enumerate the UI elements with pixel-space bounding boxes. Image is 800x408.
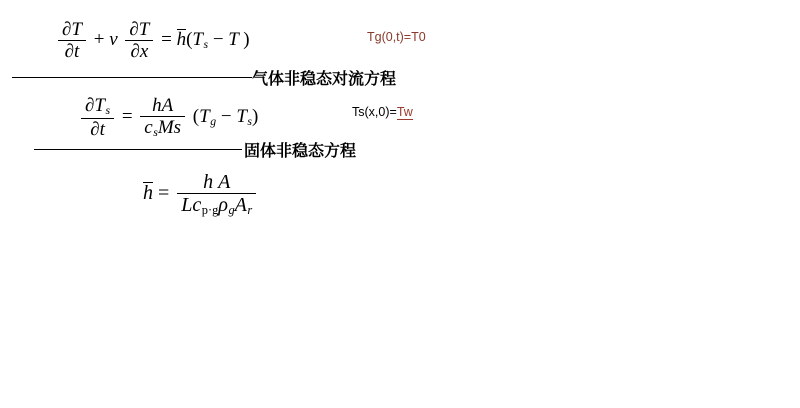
initial-condition-value: Tw: [396, 105, 413, 119]
partial-T-text: ∂T: [85, 95, 105, 116]
initial-condition-label: [352, 105, 413, 119]
Ts-subscript: s: [247, 115, 252, 129]
c-letter: c: [192, 194, 202, 216]
denominator-partial-x: ∂x: [130, 41, 149, 62]
numerator-partial-Ts: [81, 96, 114, 119]
denominator-L-cpg-rhog-Ar: [177, 194, 256, 217]
c-letter: c: [144, 117, 153, 138]
c-subscript: s: [153, 126, 158, 140]
equation-gas-convection: [55, 20, 250, 61]
equation-h-bar-definition: [143, 172, 259, 217]
open-paren: (: [192, 105, 200, 127]
Ts-symbol: T: [192, 28, 203, 50]
plus-sign: +: [93, 28, 105, 50]
caption-solid-equation: 固体非稳态方程: [244, 143, 357, 160]
denominator-cs-Ms: [140, 117, 185, 139]
A-subscript: r: [247, 203, 253, 218]
initial-condition-prefix: Ts(x,0)=: [352, 105, 397, 119]
Ms-letters: Ms: [157, 117, 182, 138]
boundary-condition-label: Tg(0,t)=T0: [367, 30, 426, 44]
h-bar-symbol: [177, 29, 187, 49]
partial-T-over-partial-t: [58, 20, 86, 61]
s-subscript: s: [105, 104, 111, 118]
partial-Ts-over-partial-t: [81, 96, 114, 139]
rho-subscript: g: [228, 203, 235, 218]
open-paren: (: [186, 28, 193, 50]
h-letter: h: [203, 171, 214, 193]
Ts-symbol: T: [236, 105, 247, 127]
denominator-partial-t: ∂t: [64, 41, 80, 62]
equals-sign: =: [121, 105, 133, 127]
rho-symbol: ρ: [218, 194, 228, 216]
numerator-partial-T2: ∂T: [125, 20, 153, 41]
minus-sign: −: [220, 105, 232, 127]
caption-gas-equation: 气体非稳态对流方程: [252, 71, 397, 88]
underline-rule-1: [12, 77, 252, 78]
close-paren: ): [251, 105, 259, 127]
A-letter: A: [234, 194, 247, 216]
A-letter: A: [218, 171, 231, 193]
velocity-v: v: [109, 28, 118, 50]
numerator-hA: hA: [140, 96, 185, 117]
numerator-partial-T: ∂T: [58, 20, 86, 41]
partial-T-over-partial-x: [125, 20, 153, 61]
Tg-subscript: g: [210, 115, 217, 129]
h-letter: h: [176, 28, 187, 50]
h-letter: h: [143, 182, 153, 205]
Tg-symbol: T: [199, 105, 210, 127]
hA-over-csMs: [140, 96, 185, 139]
equals-sign: =: [158, 182, 170, 205]
c-subscript: p·g: [201, 203, 219, 218]
denominator-partial-t: ∂t: [90, 119, 105, 141]
minus-sign: −: [212, 28, 224, 50]
L-letter: L: [181, 194, 193, 216]
Ts-subscript: s: [203, 38, 209, 52]
close-paren: ): [243, 28, 250, 50]
underline-rule-2: [34, 149, 242, 150]
numerator-h-A: [177, 172, 256, 194]
T-symbol: T: [228, 28, 239, 50]
equation-solid-unsteady: [78, 96, 258, 139]
hA-over-LcpgRhogAr: [177, 172, 256, 217]
h-bar-symbol: [143, 182, 153, 203]
equals-sign: =: [161, 28, 172, 50]
